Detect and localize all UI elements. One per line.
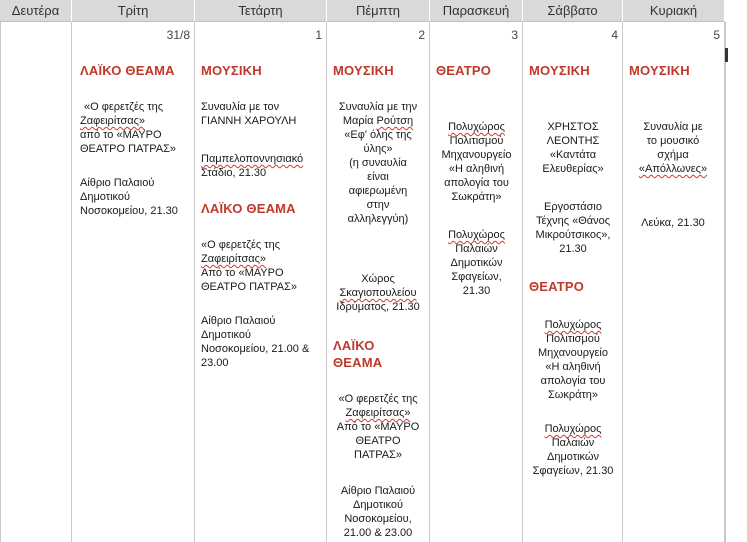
friday-event-2 — [434, 228, 519, 298]
date-wednesday: 1 — [315, 28, 322, 42]
tuesday-line1b: Ζαφειρίτσας» — [80, 115, 146, 127]
thursday-venue-1a: Χώρος — [361, 273, 395, 285]
header-wednesday: Τετάρτη — [195, 0, 327, 22]
sunday-heading: ΜΟΥΣΙΚΗ — [629, 63, 690, 78]
thursday-text-1c: Ρούτση — [376, 115, 414, 127]
date-friday: 3 — [511, 28, 518, 42]
thursday-venue-1c: Ιδρύματος, 21.30 — [336, 301, 420, 313]
tuesday-event — [80, 100, 190, 156]
date-saturday: 4 — [611, 28, 618, 42]
wednesday-text-2a: «Ο φερετζές της — [201, 239, 280, 251]
sunday-venue: Λεύκα, 21.30 — [641, 217, 705, 229]
saturday-text-3b: Παλαιών Δημοτικών Σφαγείων, 21.30 — [532, 437, 614, 477]
header-tuesday: Τρίτη — [72, 0, 195, 22]
tuesday-heading: ΛΑΪΚΟ ΘΕΑΜΑ — [80, 63, 175, 78]
friday-text-1b: Πολιτισμού Μηχανουργείο «Η αληθινή απολογία του Σωκράτη» — [441, 135, 512, 203]
thursday-text-2c: Από το «ΜΑΥΡΟ ΘΕΑΤΡΟ ΠΑΤΡΑΣ» — [336, 421, 420, 461]
friday-heading: ΘΕΑΤΡΟ — [436, 63, 492, 78]
saturday-text-3a: Πολυχώρος — [544, 423, 602, 435]
thursday-text-1a: Συναυλία με την — [338, 101, 418, 113]
thursday-text-1b: Μαρία — [342, 115, 374, 127]
header-thursday: Πέμπτη — [327, 0, 430, 22]
date-sunday: 5 — [713, 28, 720, 42]
saturday-event-3 — [527, 422, 619, 478]
wednesday-venue-1 — [201, 152, 303, 180]
thursday-text-1d: «Εφ' όλης της ύλης» — [344, 129, 412, 155]
wednesday-text-1: Συναυλία με τον ΓΙΑΝΝΗ ΧΑΡΟΥΛΗ — [201, 101, 297, 127]
date-tuesday: 31/8 — [166, 28, 190, 42]
tuesday-venue: Αίθριο Παλαιού Δημοτικού Νοσοκομείου, 21.30 — [80, 177, 178, 217]
saturday-text-2a: Πολυχώρος — [544, 319, 602, 331]
thursday-venue-2: Αίθριο Παλαιού Δημοτικού Νοσοκομείου, 21.00 & 23.00 — [340, 485, 416, 539]
friday-text-2b: Παλαιών Δημοτικών Σφαγείων, 21.30 — [450, 243, 503, 297]
saturday-venue-1: Εργοστάσιο Τέχνης «Θάνος Μικρούτσικος», 21.30 — [535, 201, 611, 255]
sunday-event — [627, 120, 719, 176]
saturday-text-1: ΧΡΗΣΤΟΣ ΛΕΟΝΤΗΣ «Καντάτα Ελευθερίας» — [542, 121, 604, 175]
friday-text-2a: Πολυχώρος — [448, 229, 505, 241]
thursday-heading-1: ΜΟΥΣΙΚΗ — [333, 63, 394, 78]
cell-saturday[interactable] — [523, 22, 623, 542]
cell-friday[interactable] — [430, 22, 523, 542]
wednesday-heading-2: ΛΑΪΚΟ ΘΕΑΜΑ — [201, 201, 296, 216]
wednesday-venue-2: Αίθριο Παλαιού Δημοτικού Νοσοκομείου, 21.00 & 23.00 — [201, 315, 310, 369]
tuesday-line1c: από το «ΜΑΥΡΟ ΘΕΑΤΡΟ ΠΑΤΡΑΣ» — [80, 129, 177, 155]
table-right-border — [725, 22, 726, 542]
sunday-text-1: Συναυλία με το μουσικό σχήμα — [643, 121, 703, 161]
thursday-venue-1b: Σκαγιοπουλείου — [339, 287, 417, 299]
cell-monday[interactable] — [0, 22, 72, 542]
wednesday-text-2c: Από το «ΜΑΥΡΟ ΘΕΑΤΡΟ ΠΑΤΡΑΣ» — [201, 267, 298, 293]
thursday-event-2 — [331, 392, 425, 462]
header-sunday: Κυριακή — [623, 0, 725, 22]
date-thursday: 2 — [418, 28, 425, 42]
cell-wednesday[interactable] — [195, 22, 327, 542]
cell-tuesday[interactable] — [72, 22, 195, 542]
cell-thursday[interactable] — [327, 22, 430, 542]
thursday-event-1 — [331, 100, 425, 226]
friday-event-1 — [434, 120, 519, 204]
thursday-heading-2: ΛΑΪΚΟ ΘΕΑΜΑ — [333, 338, 383, 370]
header-friday: Παρασκευή — [430, 0, 523, 22]
friday-text-1a: Πολυχώρος — [448, 121, 505, 133]
thursday-text-2b: Ζαφειρίτσας» — [345, 407, 411, 419]
header-monday: Δευτέρα — [0, 0, 72, 22]
wednesday-heading-1: ΜΟΥΣΙΚΗ — [201, 63, 262, 78]
saturday-heading-2: ΘΕΑΤΡΟ — [529, 279, 585, 294]
wednesday-venue-1a: Παμπελοποννησιακό — [201, 153, 304, 165]
thursday-text-2a: «Ο φερετζές της — [338, 393, 418, 405]
wednesday-venue-1b: Στάδιο, 21.30 — [201, 167, 267, 179]
saturday-event-2 — [527, 318, 619, 402]
thursday-venue-1 — [331, 272, 425, 314]
saturday-text-2b: Πολιτισμού Μηχανουργείο «Η αληθινή απολογία του Σωκράτη» — [538, 333, 608, 401]
thursday-text-1e: (η συναυλία είναι αφιερωμένη στην αλληλεγγύη) — [347, 157, 409, 225]
cell-sunday[interactable] — [623, 22, 725, 542]
header-saturday: Σάββατο — [523, 0, 623, 22]
wednesday-text-2b: Ζαφειρίτσας» — [201, 253, 267, 265]
sunday-text-1b: «Απόλλωνες» — [638, 163, 708, 175]
tuesday-line1a: «Ο φερετζές της — [84, 101, 163, 113]
text-cursor — [725, 48, 728, 62]
wednesday-event-2 — [201, 238, 297, 294]
saturday-heading-1: ΜΟΥΣΙΚΗ — [529, 63, 590, 78]
